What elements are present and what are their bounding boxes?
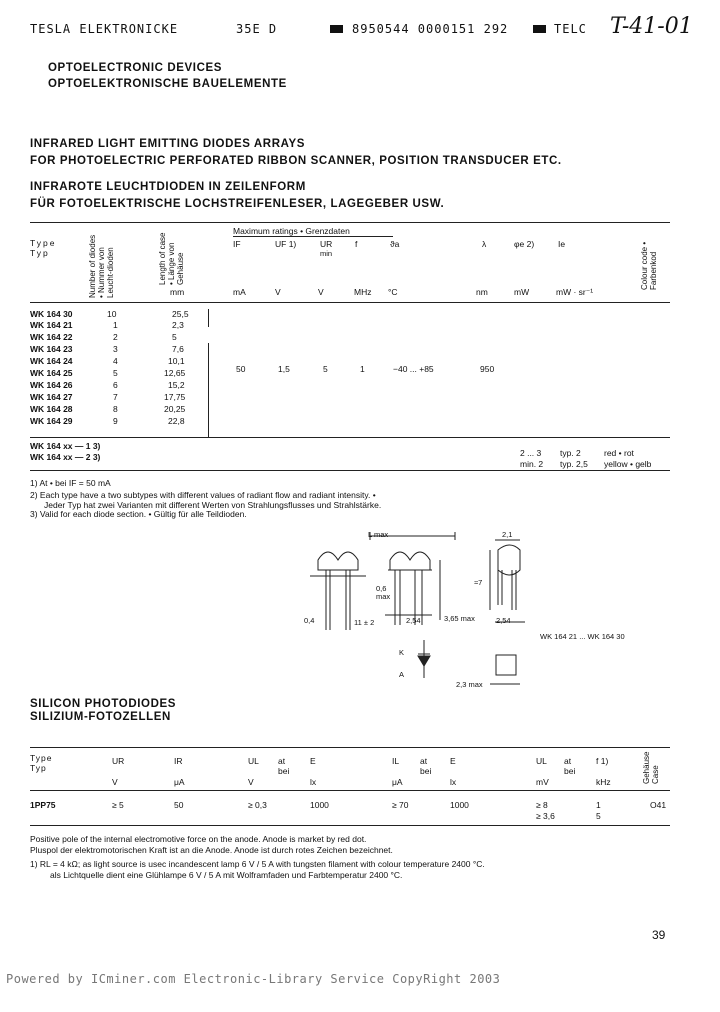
sym-ie: Ie — [558, 239, 566, 249]
t2-il: IL — [392, 756, 400, 766]
unit-ie: mW · sr⁻¹ — [556, 287, 594, 297]
common-theta: −40 ... +85 — [393, 364, 434, 374]
t2-row-case: O41 — [650, 800, 667, 810]
t2-at1: at — [278, 756, 286, 766]
subtype2-ie: typ. 2,5 — [560, 459, 588, 469]
row-len: 7,6 — [172, 344, 184, 354]
sym-ur: UR — [320, 239, 333, 249]
t2-unit-lx2: lx — [450, 777, 457, 787]
subtype1-type: WK 164 xx — 1 3) — [30, 441, 101, 451]
t2-f: f 1) — [596, 756, 609, 766]
row-n: 9 — [113, 416, 118, 426]
ir-title-de-2: FÜR FOTOELEKTRISCHE LOCHSTREIFENLESER, LAGEGEBER USW. — [30, 198, 445, 210]
handwritten-mark: T-41-01 — [610, 14, 693, 39]
t2-e2: E — [450, 756, 456, 766]
note2-l4: als Lichtquelle dient eine Glühlampe 6 V / 5 A mit Wolframfaden und Farbtemperatur 2400 °C. — [50, 870, 403, 880]
unit-theta: °C — [388, 287, 398, 297]
length-unit: mm — [170, 287, 185, 297]
t2-type: Type — [30, 753, 53, 763]
t2-typ: Typ — [30, 763, 47, 773]
unit-uf: V — [275, 287, 281, 297]
row-len: 20,25 — [164, 404, 186, 414]
row-type: WK 164 21 — [30, 320, 73, 330]
t2-case: Gehäuse Case — [642, 751, 660, 784]
col-length-header: Length of case • Länge von Gehäuse — [158, 232, 185, 285]
table1-mid-rule — [30, 437, 670, 438]
row-len: 2,3 — [172, 320, 184, 330]
t2-unit-ua2: μA — [392, 777, 403, 787]
t2-row-e1: 1000 — [310, 800, 329, 810]
row-type: WK 164 22 — [30, 332, 73, 342]
sym-theta: ϑa — [390, 239, 400, 249]
section-title-de: OPTOELEKTRONISCHE BAUELEMENTE — [48, 78, 287, 90]
common-lambda: 950 — [480, 364, 495, 374]
dim-2-1: 2,1 — [502, 530, 513, 539]
note2-l2: Pluspol der elektromotorischen Kraft ist an die Anode. Anode ist durch rotes Zeichen bezeichnet. — [30, 845, 393, 855]
common-ur: 5 — [323, 364, 328, 374]
row-len: 12,65 — [164, 368, 186, 378]
t2-ur: UR — [112, 756, 125, 766]
col-diodes-header: Number of diodes • Nummer von Leucht-dioden — [88, 234, 115, 298]
t2-e1: E — [310, 756, 316, 766]
sym-phi: φe 2) — [514, 239, 535, 249]
ratings-label: Maximum ratings • Grenzdaten — [233, 226, 350, 236]
header-code1: 35E D — [236, 22, 278, 36]
note2-l1: Positive pole of the internal electromotive force on the anode. Anode is market by red dot. — [30, 834, 367, 844]
subtype1-colour: red • rot — [604, 448, 634, 458]
row-len: 17,75 — [164, 392, 186, 402]
row-n: 10 — [107, 309, 117, 319]
t2-at3: at — [564, 756, 572, 766]
pin-a: A — [399, 670, 405, 679]
dim-0-6: 0,6 — [376, 584, 387, 593]
note3: 3) Valid for each diode section. • Gültig für alle Teildioden. — [30, 509, 247, 519]
row-len: 22,8 — [168, 416, 185, 426]
t2-row-fb: 5 — [596, 811, 601, 821]
dim-2-54-a: 2,54 — [406, 616, 421, 625]
t2-row-ul2b: ≥ 3,6 — [536, 811, 555, 821]
row-type: WK 164 29 — [30, 416, 73, 426]
t2-row-il: ≥ 70 — [392, 800, 409, 810]
note2b: Jeder Typ hat zwei Varianten mit different Werten von Strahlungsflusses und Strahlstärke. — [44, 500, 382, 510]
row-len: 5 — [172, 332, 177, 342]
t2-row-e2: 1000 — [450, 800, 469, 810]
t2-row-type: 1PP75 — [30, 800, 56, 810]
row-type: WK 164 26 — [30, 380, 73, 390]
section-title-en: OPTOELECTRONIC DEVICES — [48, 62, 223, 74]
t2-row-fa: 1 — [596, 800, 601, 810]
header-company: TESLA ELEKTRONICKE — [30, 22, 179, 36]
table1-top-rule — [30, 222, 670, 223]
common-f: 1 — [360, 364, 365, 374]
note2a: 2) Each type have a two subtypes with different values of radiant flow and radiant intensity. • — [30, 490, 376, 500]
subtype1-ie: typ. 2 — [560, 448, 581, 458]
table1-bottom-rule — [30, 470, 670, 471]
row-n: 3 — [113, 344, 118, 354]
dim-7: ≈7 — [474, 578, 483, 587]
package-drawing — [290, 520, 650, 700]
ir-title-de-1: INFRAROTE LEUCHTDIODEN IN ZEILENFORM — [30, 181, 306, 193]
subtype2-type: WK 164 xx — 2 3) — [30, 452, 101, 462]
pin-k: K — [399, 648, 405, 657]
t2-ul: UL — [248, 756, 259, 766]
si-title-en: SILICON PHOTODIODES — [30, 698, 177, 710]
table1-typ-label: Typ — [30, 248, 50, 258]
bracket-bar-2 — [208, 343, 209, 437]
note1: 1) At • bei IF = 50 mA — [30, 478, 111, 488]
ir-title-en-1: INFRARED LIGHT EMITTING DIODES ARRAYS — [30, 138, 305, 150]
dim-lmax: L max — [368, 530, 389, 539]
t2-bei1: bei — [278, 766, 290, 776]
t2-unit-ua1: μA — [174, 777, 185, 787]
dim-2-54-b: 2,54 — [496, 616, 511, 625]
t2-unit-lx1: lx — [310, 777, 317, 787]
unit-phi: mW — [514, 287, 530, 297]
note2-l3: 1) RL = 4 kΩ; as light source is usec incandescent lamp 6 V / 5 A with tungsten filament with colour temperature 2400 °C. — [30, 859, 485, 869]
t2-row-ir: 50 — [174, 800, 184, 810]
dim-3-65: 3,65 max — [444, 614, 475, 623]
dim-2-3: 2,3 max — [456, 680, 483, 689]
row-n: 7 — [113, 392, 118, 402]
dim-0-4: 0,4 — [304, 616, 315, 625]
table1-header-rule — [30, 302, 670, 303]
row-type: WK 164 28 — [30, 404, 73, 414]
t2-unit-mv: mV — [536, 777, 549, 787]
row-len: 15,2 — [168, 380, 185, 390]
row-n: 5 — [113, 368, 118, 378]
t2-row-ur: ≥ 5 — [112, 800, 124, 810]
table2-bottom-rule — [30, 825, 670, 826]
sym-lambda: λ — [482, 239, 487, 249]
subtype2-colour: yellow • gelb — [604, 459, 652, 469]
t2-ir: IR — [174, 756, 183, 766]
unit-f: MHz — [354, 287, 372, 297]
row-len: 10,1 — [168, 356, 185, 366]
drawing-range: WK 164 21 ... WK 164 30 — [540, 632, 625, 641]
header-code3: TELC — [554, 22, 587, 36]
barcode-block — [330, 25, 343, 33]
table1-type-label: Type — [30, 238, 57, 248]
row-type: WK 164 24 — [30, 356, 73, 366]
subtype2-phi: min. 2 — [520, 459, 544, 469]
t2-at2: at — [420, 756, 428, 766]
row-type: WK 164 27 — [30, 392, 73, 402]
row-n: 2 — [113, 332, 118, 342]
t2-unit-v1: V — [112, 777, 118, 787]
unit-ur: V — [318, 287, 324, 297]
dim-11: 11 ± 2 — [354, 618, 375, 627]
unit-lambda: nm — [476, 287, 488, 297]
ratings-rule — [233, 236, 393, 237]
si-title-de: SILIZIUM-FOTOZELLEN — [30, 711, 171, 723]
t2-bei3: bei — [564, 766, 576, 776]
unit-if: mA — [233, 287, 246, 297]
common-if: 50 — [236, 364, 246, 374]
table2-top-rule — [30, 747, 670, 748]
row-n: 8 — [113, 404, 118, 414]
row-len: 25,5 — [172, 309, 189, 319]
subtype1-phi: 2 ... 3 — [520, 448, 542, 458]
row-type: WK 164 23 — [30, 344, 73, 354]
row-type: WK 164 25 — [30, 368, 73, 378]
bracket-bar — [208, 309, 209, 327]
row-n: 4 — [113, 356, 118, 366]
common-uf: 1,5 — [278, 364, 290, 374]
t2-row-ul2a: ≥ 8 — [536, 800, 548, 810]
col-colour-header: Colour code • Farbenkod — [640, 241, 658, 290]
row-n: 1 — [113, 320, 118, 330]
sym-uf: UF 1) — [275, 239, 297, 249]
t2-unit-khz: kHz — [596, 777, 611, 787]
footer-credit: Powered by ICminer.com Electronic-Library Service CopyRight 2003 — [6, 972, 501, 986]
t2-ul2: UL — [536, 756, 547, 766]
sym-ur-sub: min — [320, 249, 333, 258]
ir-title-en-2: FOR PHOTOELECTRIC PERFORATED RIBBON SCANNER, POSITION TRANSDUCER ETC. — [30, 155, 562, 167]
sym-if: IF — [233, 239, 241, 249]
table2-header-rule — [30, 790, 670, 791]
barcode-block-2 — [533, 25, 546, 33]
page-number: 39 — [652, 928, 666, 942]
row-type: WK 164 30 — [30, 309, 73, 319]
row-n: 6 — [113, 380, 118, 390]
t2-bei2: bei — [420, 766, 432, 776]
dim-max: max — [376, 592, 391, 601]
t2-row-ul: ≥ 0,3 — [248, 800, 267, 810]
t2-unit-v2: V — [248, 777, 254, 787]
header-code2: 8950544 0000151 292 — [352, 22, 509, 36]
sym-f: f — [355, 239, 358, 249]
